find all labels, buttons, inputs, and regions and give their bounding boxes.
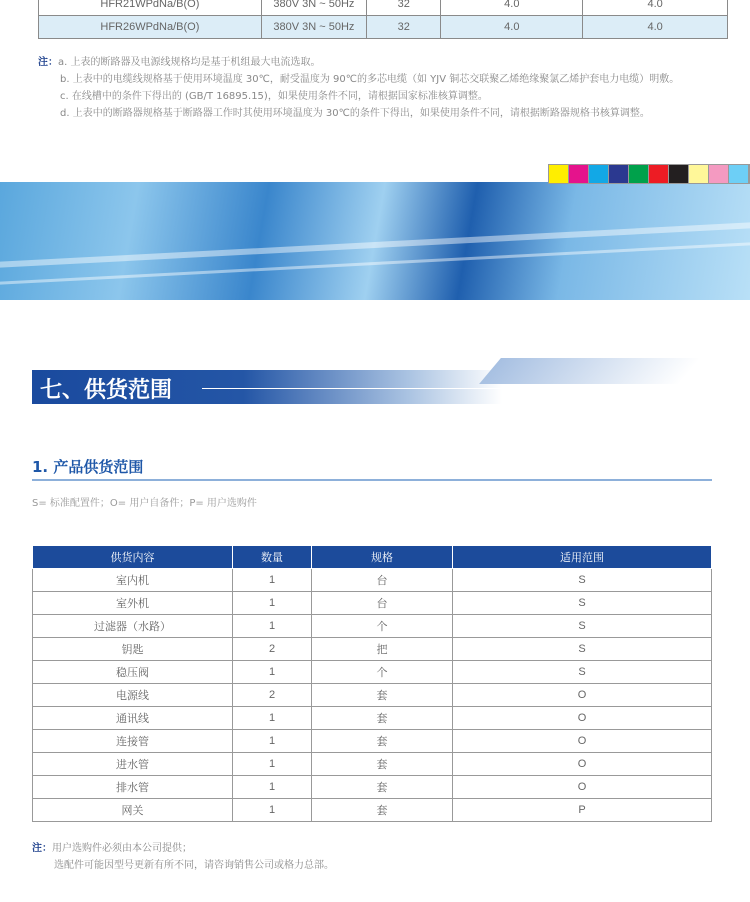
note-line: c. 在线槽中的条件下得出的 (GB/T 16895.15)，如果使用条件不同，请根据国家标准核算调整。	[60, 91, 488, 102]
table-cell: 室外机	[33, 592, 233, 615]
table-cell: 稳压阀	[33, 661, 233, 684]
color-swatch	[709, 165, 729, 183]
table-cell: 排水管	[33, 776, 233, 799]
table-cell: 网关	[33, 799, 233, 822]
table-cell: 4.0	[441, 16, 583, 39]
legend-text: S= 标准配置件；O= 用户自备件；P= 用户选购件	[32, 498, 257, 509]
table-cell: 1	[233, 661, 312, 684]
table-cell: S	[453, 569, 712, 592]
table-cell: 钥匙	[33, 638, 233, 661]
table-cell: 把	[312, 638, 453, 661]
table-cell: 4.0	[441, 0, 583, 16]
table-cell: 1	[233, 592, 312, 615]
table-cell: 1	[233, 707, 312, 730]
table-cell: 室内机	[33, 569, 233, 592]
table-cell: 个	[312, 615, 453, 638]
table-cell: 台	[312, 569, 453, 592]
table-cell: 1	[233, 799, 312, 822]
breaker-spec-table	[38, 0, 728, 39]
table-cell: 套	[312, 776, 453, 799]
table-row	[33, 776, 712, 799]
table-cell: 套	[312, 799, 453, 822]
table-cell: 1	[233, 776, 312, 799]
notes-breaker	[38, 54, 679, 122]
table-cell: O	[453, 753, 712, 776]
table-cell: 进水管	[33, 753, 233, 776]
table-cell: 1	[233, 753, 312, 776]
column-header: 规格	[312, 546, 453, 569]
table-row	[33, 569, 712, 592]
column-header: 适用范围	[453, 546, 712, 569]
table-cell: 380V 3N ~ 50Hz	[261, 0, 366, 16]
note-label: 注：	[38, 57, 58, 68]
table-cell: S	[453, 638, 712, 661]
table-cell: S	[453, 661, 712, 684]
color-swatch	[689, 165, 709, 183]
supply-table	[32, 545, 712, 822]
color-swatch	[609, 165, 629, 183]
table-cell: O	[453, 730, 712, 753]
note-label: 注：	[32, 843, 52, 854]
banner-image	[0, 182, 750, 300]
table-row	[33, 799, 712, 822]
table-row	[33, 730, 712, 753]
color-swatch	[569, 165, 589, 183]
table-cell: 连接管	[33, 730, 233, 753]
table-row	[33, 707, 712, 730]
table-cell: 套	[312, 684, 453, 707]
table-row	[33, 592, 712, 615]
section-title: 七、供货范围	[40, 378, 173, 403]
notes-supply	[32, 840, 334, 874]
color-swatch	[729, 165, 749, 183]
table-cell: 380V 3N ~ 50Hz	[261, 16, 366, 39]
table-cell: O	[453, 707, 712, 730]
table-row	[39, 16, 728, 39]
table-cell: 套	[312, 753, 453, 776]
table-row	[33, 684, 712, 707]
table-cell: 32	[367, 16, 441, 39]
table-cell: 过滤器（水路）	[33, 615, 233, 638]
color-swatch	[629, 165, 649, 183]
table-cell: HFR26WPdNa/B(O)	[39, 16, 262, 39]
table-cell: 通讯线	[33, 707, 233, 730]
table-row	[33, 615, 712, 638]
table-cell: 32	[367, 0, 441, 16]
note-line: 用户选购件必须由本公司提供；	[52, 843, 192, 854]
table-cell: 台	[312, 592, 453, 615]
table-cell: 4.0	[583, 16, 728, 39]
table-cell: S	[453, 615, 712, 638]
note-line: b. 上表中的电缆线规格基于使用环境温度 30℃，耐受温度为 90℃的多芯电缆（如 YJV 铜芯交联聚乙烯绝缘聚氯乙烯护套电力电缆）明敷。	[60, 74, 680, 85]
note-line: d. 上表中的断路器规格基于断路器工作时其使用环境温度为 30℃的条件下得出，如果使用条件不同，请根据断路器规格书核算调整。	[60, 108, 650, 119]
note-line: a. 上表的断路器及电源线规格均是基于机组最大电流选取。	[58, 57, 321, 68]
color-swatch	[649, 165, 669, 183]
color-swatch	[589, 165, 609, 183]
table-cell: 电源线	[33, 684, 233, 707]
table-cell: 1	[233, 615, 312, 638]
table-row	[33, 753, 712, 776]
divider	[32, 479, 712, 481]
table-cell: O	[453, 684, 712, 707]
note-line: 选配件可能因型号更新有所不同，请咨询销售公司或格力总部。	[54, 860, 334, 871]
table-header	[33, 546, 712, 569]
table-cell: 1	[233, 569, 312, 592]
table-cell: 套	[312, 707, 453, 730]
table-cell: P	[453, 799, 712, 822]
column-header: 供货内容	[33, 546, 233, 569]
heading-decoration	[479, 358, 701, 384]
table-cell: 套	[312, 730, 453, 753]
color-swatch	[549, 165, 569, 183]
table-cell: 2	[233, 684, 312, 707]
table-row	[33, 661, 712, 684]
color-swatch	[669, 165, 689, 183]
table-cell: 2	[233, 638, 312, 661]
table-row	[33, 638, 712, 661]
column-header: 数量	[233, 546, 312, 569]
table-cell: O	[453, 776, 712, 799]
color-swatches	[548, 164, 750, 184]
table-cell: 4.0	[583, 0, 728, 16]
table-cell: S	[453, 592, 712, 615]
table-cell: 个	[312, 661, 453, 684]
subsection-title: 1. 产品供货范围	[32, 458, 144, 476]
section-heading	[32, 370, 502, 404]
table-cell: HFR21WPdNa/B(O)	[39, 0, 262, 16]
table-row	[39, 0, 728, 16]
table-cell: 1	[233, 730, 312, 753]
